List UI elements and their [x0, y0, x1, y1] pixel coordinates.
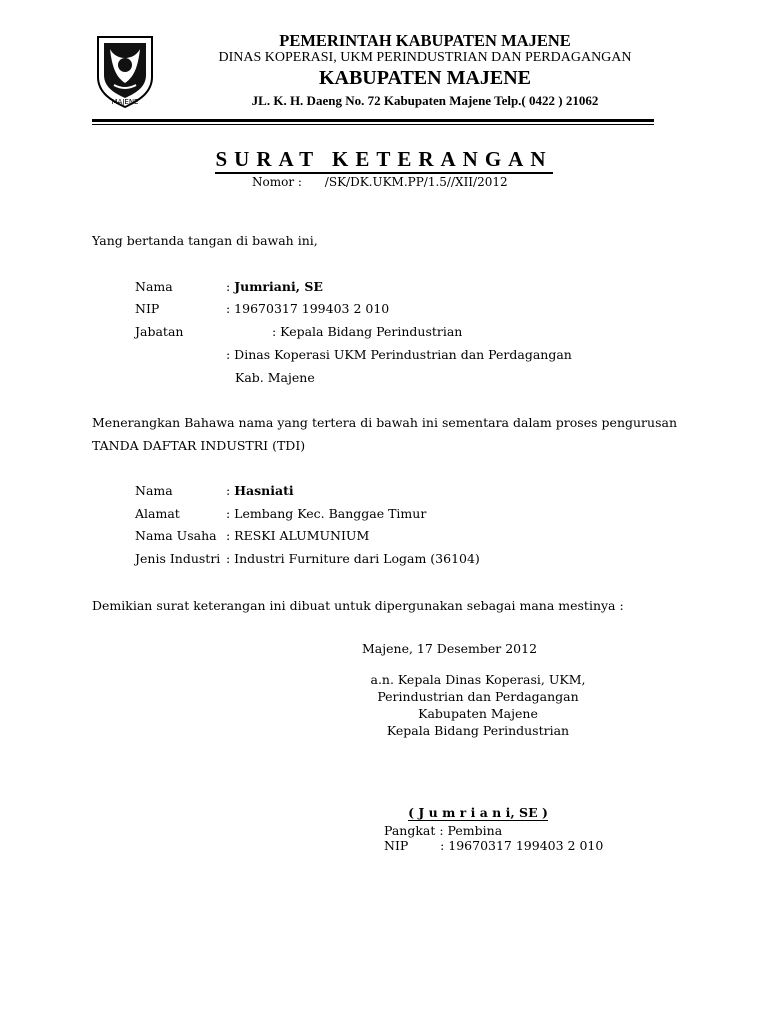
- statement-line2: TANDA DAFTAR INDUSTRI (TDI): [92, 438, 306, 453]
- signer-agency: : Dinas Koperasi UKM Perindustrian dan Perdagangan: [226, 347, 572, 362]
- letterhead-divider: [92, 119, 654, 122]
- subject-address-label: Alamat: [135, 506, 180, 521]
- signature-name: ( J u m r i a n i, SE ): [408, 805, 548, 820]
- signature-line4: Kepala Bidang Perindustrian: [386, 723, 570, 738]
- document-title: [0, 147, 768, 172]
- letterhead-line3: KABUPATEN MAJENE: [318, 67, 532, 89]
- signature-name-wrap: [340, 805, 616, 820]
- signature-block: [340, 671, 616, 739]
- statement-line1: Menerangkan Bahawa nama yang tertera di bawah ini sementara dalam proses pengurusan: [92, 415, 677, 430]
- place-date: Majene, 17 Desember 2012: [362, 641, 538, 656]
- regency-logo: [94, 33, 156, 109]
- subject-business-value: : RESKI ALUMUNIUM: [226, 528, 370, 543]
- subject-business-label: Nama Usaha: [135, 528, 217, 543]
- signer-nip-value: : 19670317 199403 2 010: [226, 301, 390, 316]
- closing-text: Demikian surat keterangan ini dibuat untuk dipergunakan sebagai mana mestinya :: [92, 598, 624, 613]
- letterhead-line1: PEMERINTAH KABUPATEN MAJENE: [279, 31, 571, 50]
- signature-line2: Perindustrian dan Perdagangan: [377, 689, 579, 704]
- svg-text:MAJENE: MAJENE: [111, 98, 139, 106]
- letterhead-address: JL. K. H. Daeng No. 72 Kabupaten Majene Telp.( 0422 ) 21062: [251, 93, 599, 108]
- subject-name-value: : Hasniati: [226, 483, 294, 498]
- subject-name-label: Nama: [135, 483, 173, 498]
- signature-nip: NIP : 19670317 199403 2 010: [384, 838, 604, 853]
- document-number: Nomor : /SK/DK.UKM.PP/1.5//XII/2012: [252, 175, 508, 189]
- signer-name: Jumriani, SE: [234, 279, 323, 294]
- intro-text: Yang bertanda tangan di bawah ini,: [92, 233, 318, 248]
- signer-name-value: : Jumriani, SE: [226, 279, 323, 294]
- signature-line3: Kabupaten Majene: [418, 706, 538, 721]
- subject-name: Hasniati: [234, 483, 294, 498]
- document-title-text: SURAT KETERANGAN: [215, 147, 552, 174]
- letterhead-divider-thin: [92, 124, 654, 125]
- subject-industry-label: Jenis Industri: [135, 551, 221, 566]
- letterhead-line2: DINAS KOPERASI, UKM PERINDUSTRIAN DAN PERDAGANGAN: [218, 50, 632, 65]
- subject-address-value: : Lembang Kec. Banggae Timur: [226, 506, 427, 521]
- signer-position-label: Jabatan: [135, 324, 184, 339]
- signer-name-label: Nama: [135, 279, 173, 294]
- subject-industry-value: : Industri Furniture dari Logam (36104): [226, 551, 480, 566]
- signature-rank: Pangkat : Pembina: [384, 823, 503, 838]
- signer-regency: Kab. Majene: [235, 370, 315, 385]
- signer-nip-label: NIP: [135, 301, 160, 316]
- signer-position-value: : Kepala Bidang Perindustrian: [272, 324, 463, 339]
- signature-line1: a.n. Kepala Dinas Koperasi, UKM,: [370, 672, 586, 687]
